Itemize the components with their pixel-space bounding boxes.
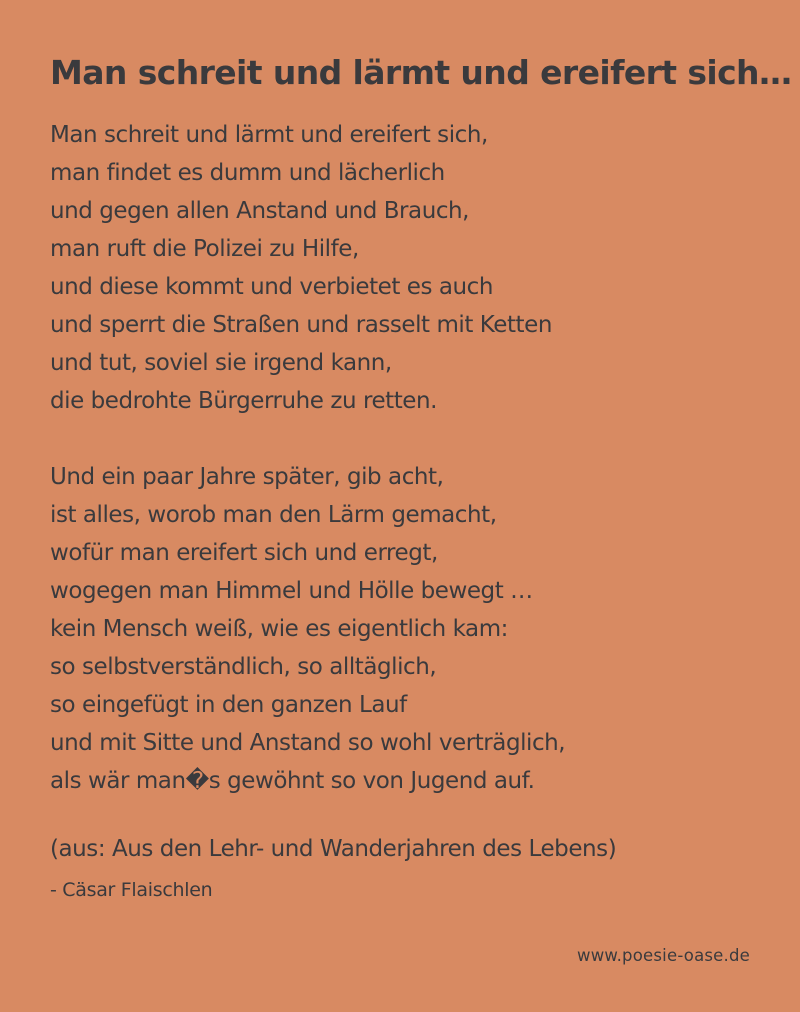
poem-line: und diese kommt und verbietet es auch: [50, 274, 493, 300]
poem-author: - Cäsar Flaischlen: [50, 879, 213, 901]
poem-line: die bedrohte Bürgerruhe zu retten.: [50, 388, 437, 414]
poem-line: wogegen man Himmel und Hölle bewegt …: [50, 578, 533, 604]
poem-line: man ruft die Polizei zu Hilfe,: [50, 236, 359, 262]
poem-line: so eingefügt in den ganzen Lauf: [50, 692, 407, 718]
poem-line: ist alles, worob man den Lärm gemacht,: [50, 502, 497, 528]
poem-line: man findet es dumm und lächerlich: [50, 160, 445, 186]
stanza-2: [50, 458, 750, 800]
poem-line: Und ein paar Jahre später, gib acht,: [50, 464, 444, 490]
poem-line: wofür man ereifert sich und erregt,: [50, 540, 438, 566]
poem-line: und gegen allen Anstand und Brauch,: [50, 198, 470, 224]
poem-line: Man schreit und lärmt und ereifert sich,: [50, 122, 488, 148]
poem-line: und sperrt die Straßen und rasselt mit Ketten: [50, 312, 552, 338]
stanza-1: [50, 116, 750, 420]
poem-line: und mit Sitte und Anstand so wohl verträglich,: [50, 730, 566, 756]
poem-line: und tut, soviel sie irgend kann,: [50, 350, 392, 376]
poem-source: (aus: Aus den Lehr- und Wanderjahren des Lebens): [50, 836, 617, 862]
poem-title: Man schreit und lärmt und ereifert sich…: [50, 53, 792, 92]
website-watermark: www.poesie-oase.de: [577, 946, 750, 965]
poem-line: kein Mensch weiß, wie es eigentlich kam:: [50, 616, 508, 642]
poem-line: so selbstverständlich, so alltäglich,: [50, 654, 437, 680]
poem-line: als wär man�s gewöhnt so von Jugend auf.: [50, 768, 535, 794]
